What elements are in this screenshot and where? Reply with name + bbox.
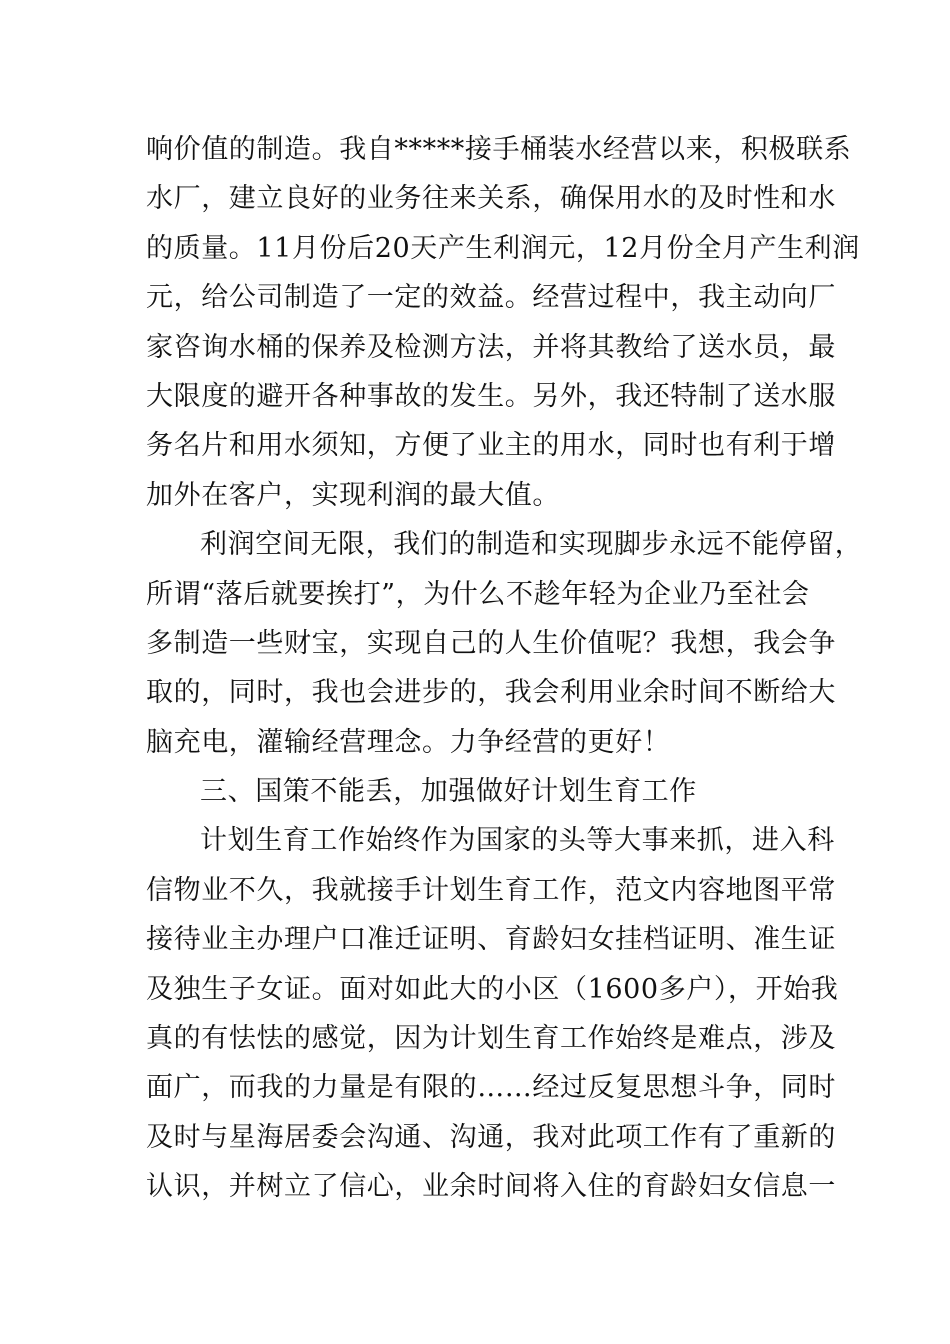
text-line: 取的，同时，我也会进步的，我会利用业余时间不断给大 [146, 677, 836, 709]
text-line: 及独生子女证。面对如此大的小区（1600多户），开始我 [146, 973, 839, 1005]
text-line: 的质量。11月份后20天产生利润元，12月份全月产生利润 [146, 232, 860, 264]
text-line: 元，给公司制造了一定的效益。经营过程中，我主动向厂 [146, 282, 836, 314]
document-body [146, 125, 863, 1212]
text-line: 多制造一些财宝，实现自己的人生价值呢？我想，我会争 [146, 627, 836, 659]
text-line: 脑充电，灌输经营理念。力争经营的更好！ [146, 726, 671, 758]
text-line: 面广，而我的力量是有限的……经过反复思想斗争，同时 [146, 1072, 836, 1104]
section-heading: 三、国策不能丢，加强做好计划生育工作 [200, 776, 697, 808]
paragraph-start-line: 利润空间无限，我们的制造和实现脚步永远不能停留， [200, 529, 863, 561]
text-line: 接待业主办理户口准迁证明、育龄妇女挂档证明、准生证 [146, 924, 836, 956]
text-line: 真的有怯怯的感觉，因为计划生育工作始终是难点，涉及 [146, 1023, 836, 1055]
text-line: 务名片和用水须知，方便了业主的用水，同时也有利于增 [146, 430, 836, 462]
text-line: 加外在客户，实现利润的最大值。 [146, 479, 560, 511]
text-line: 认识，并树立了信心，业余时间将入住的育龄妇女信息一 [146, 1171, 836, 1203]
text-line: 信物业不久，我就接手计划生育工作，范文内容地图平常 [146, 874, 836, 906]
text-line: 响价值的制造。我自*****接手桶装水经营以来，积极联系 [146, 134, 852, 165]
text-line: 家咨询水桶的保养及检测方法，并将其教给了送水员，最 [146, 331, 836, 363]
text-line: 水厂，建立良好的业务往来关系，确保用水的及时性和水 [146, 183, 836, 215]
paragraph-start-line: 计划生育工作始终作为国家的头等大事来抓，进入科 [200, 825, 835, 857]
text-line: 所谓“落后就要挨打”，为什么不趁年轻为企业乃至社会 [146, 578, 810, 610]
text-line: 大限度的避开各种事故的发生。另外，我还特制了送水服 [146, 380, 836, 412]
text-line: 及时与星海居委会沟通、沟通，我对此项工作有了重新的 [146, 1121, 836, 1153]
